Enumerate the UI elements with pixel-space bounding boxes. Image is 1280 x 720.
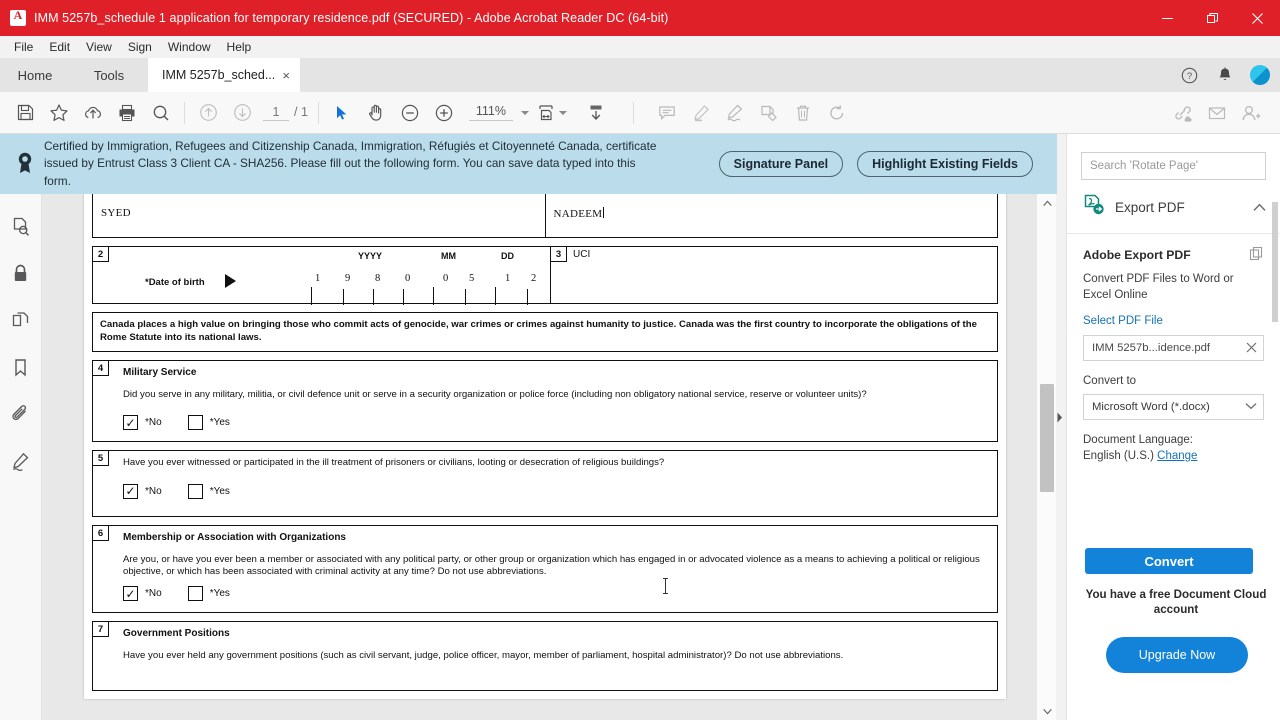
dob-digit: 8 (375, 273, 381, 284)
dob-header-mm: MM (441, 251, 456, 261)
checkbox-yes[interactable] (188, 415, 203, 430)
scroll-mode-icon[interactable] (579, 98, 613, 128)
answer-no[interactable] (123, 586, 162, 601)
dob-digit: 2 (531, 273, 537, 284)
toolbar-divider (184, 102, 185, 124)
dob-header-dd: DD (501, 251, 514, 261)
previous-page-icon[interactable] (191, 98, 225, 128)
question-text: Have you ever witnessed or participated in the ill treatment of prisoners or civilians, looting or desecration of religious buildings? (123, 456, 665, 468)
given-name-field[interactable] (545, 194, 998, 237)
page-thumbnails-search-icon[interactable] (9, 214, 33, 238)
zoom-level-value[interactable]: 111% (469, 104, 513, 121)
zoom-out-icon[interactable] (393, 98, 427, 128)
answer-group (123, 484, 989, 499)
zoom-in-icon[interactable] (427, 98, 461, 128)
certification-actions (719, 151, 1047, 177)
upload-to-cloud-icon[interactable] (76, 98, 110, 128)
answer-yes-label: *Yes (209, 417, 230, 429)
highlight-text-icon[interactable] (684, 98, 718, 128)
upgrade-now-button[interactable]: Upgrade Now (1106, 637, 1248, 673)
document-language-value-row (1083, 450, 1264, 462)
page-total-label: / 1 (294, 104, 308, 119)
restore-icon[interactable] (1190, 0, 1235, 36)
dob-header-yyyy: YYYY (358, 251, 383, 261)
answer-yes-label: *Yes (209, 588, 230, 600)
question-4-military-service (92, 360, 998, 442)
dob-digit: 0 (405, 273, 411, 284)
save-icon[interactable] (8, 98, 42, 128)
add-to-favorites-icon[interactable] (42, 98, 76, 128)
uci-label: UCI (573, 249, 591, 260)
output-format-value: Microsoft Word (*.docx) (1092, 401, 1210, 414)
menu-item-window[interactable]: Window (167, 40, 211, 54)
text-cursor (662, 578, 664, 594)
field-number: 2 (93, 247, 109, 262)
date-of-birth-label: *Date of birth (145, 277, 205, 288)
chevron-up-icon[interactable] (1037, 194, 1057, 212)
certification-banner (0, 134, 1057, 194)
search-input[interactable]: Search 'Rotate Page' (1081, 152, 1266, 180)
email-icon[interactable] (1200, 98, 1234, 128)
document-language-label: Document Language: (1083, 434, 1193, 447)
chevron-down-icon[interactable] (1245, 401, 1257, 413)
toolbar-divider (318, 102, 319, 124)
export-description: Convert PDF Files to Word or Excel Online (1083, 273, 1234, 301)
svg-text:?: ? (1186, 70, 1192, 82)
export-pdf-title: Export PDF (1115, 200, 1185, 215)
tab-tools[interactable]: Tools (93, 67, 125, 83)
question-title: Government Positions (123, 627, 230, 639)
tools-search-wrap (1067, 134, 1280, 180)
certificate-badge-icon (12, 151, 38, 177)
question-6-membership-organizations (92, 525, 998, 613)
add-person-icon[interactable] (1234, 98, 1268, 128)
minimize-icon[interactable] (1145, 0, 1190, 36)
copy-icon[interactable] (1249, 246, 1264, 264)
answer-yes[interactable] (188, 484, 230, 499)
menu-item-help[interactable]: Help (226, 40, 252, 54)
stamp-icon[interactable] (752, 98, 786, 128)
share-link-icon[interactable] (1166, 98, 1200, 128)
family-name-field[interactable]: SYED (101, 207, 131, 219)
checkbox-yes[interactable] (188, 484, 203, 499)
selected-file-row[interactable] (1083, 335, 1264, 361)
chevron-up-icon[interactable] (1253, 199, 1266, 217)
bookmark-icon[interactable] (9, 355, 33, 379)
add-comment-icon[interactable] (650, 98, 684, 128)
answer-yes[interactable] (188, 415, 230, 430)
select-cursor-icon[interactable] (325, 98, 359, 128)
convert-to-label: Convert to (1083, 375, 1137, 388)
dob-digit: 1 (505, 273, 511, 284)
dob-uci-row (92, 246, 998, 304)
tools-pane-scrollbar[interactable] (1270, 194, 1280, 574)
menu-item-view[interactable]: View (86, 40, 112, 54)
page-number-input[interactable]: 1 (263, 105, 289, 121)
question-title: Military Service (123, 366, 197, 378)
answer-no[interactable] (123, 415, 162, 430)
certification-message: Certified by Immigration, Refugees and Citizenship Canada, Immigration, Réfugiés et Citoyenneté Canada, certificate issued by Entrust Class 3 Client CA - SHA256. Please fill out the following form. You can save data typed into this form. (44, 139, 657, 188)
menu-bar (0, 36, 1280, 58)
tab-document[interactable] (148, 58, 300, 92)
notification-bell-icon[interactable] (1214, 64, 1236, 86)
dob-digit: 0 (443, 273, 449, 284)
checkbox-yes[interactable] (188, 586, 203, 601)
tab-strip-actions (1178, 58, 1280, 92)
signature-pen-icon[interactable] (9, 449, 33, 473)
expand-tools-pane-button[interactable] (1052, 400, 1066, 434)
field-number: 3 (551, 247, 567, 262)
next-page-icon[interactable] (225, 98, 259, 128)
menu-item-sign[interactable]: Sign (127, 40, 152, 54)
uci-field[interactable] (551, 247, 997, 303)
adobe-export-pdf-heading (1083, 246, 1264, 264)
highlight-existing-fields-button[interactable]: Highlight Existing Fields (857, 151, 1033, 177)
answer-no-label: *No (145, 588, 162, 600)
attachment-paperclip-icon[interactable] (9, 402, 33, 426)
question-number: 6 (93, 526, 109, 541)
output-format-select[interactable] (1083, 394, 1264, 420)
checkbox-no[interactable]: ✓ (123, 415, 138, 430)
navigation-rail (0, 194, 42, 720)
delete-icon[interactable] (786, 98, 820, 128)
question-number: 7 (93, 622, 109, 637)
dob-digit: 1 (315, 273, 321, 284)
question-7-government-positions (92, 621, 998, 691)
hand-tool-icon[interactable] (359, 98, 393, 128)
question-text: Have you ever held any government positions (such as civil servant, judge, police officer, mayor, member of parliament, hospital administrator)? Do not use abbreviations. (123, 649, 844, 661)
answer-group (123, 415, 989, 430)
menu-item-file[interactable]: File (14, 40, 34, 54)
text-caret (603, 207, 604, 218)
change-language-link[interactable]: Change (1157, 450, 1198, 463)
close-icon[interactable] (1235, 0, 1280, 36)
checkbox-no[interactable]: ✓ (123, 586, 138, 601)
window-controls (1145, 0, 1280, 36)
signature-panel-button[interactable]: Signature Panel (719, 151, 843, 177)
close-icon[interactable]: × (282, 67, 290, 83)
document-scrollbar[interactable] (1036, 194, 1056, 720)
window-title: IMM 5257b_schedule 1 application for temporary residence.pdf (SECURED) - Adobe Acrobat Reader DC (64-bit) (34, 11, 669, 25)
chevron-right-icon (1056, 412, 1063, 423)
zoom-control[interactable] (469, 104, 529, 121)
search-icon[interactable] (144, 98, 178, 128)
tools-pane (1066, 134, 1280, 720)
adobe-acrobat-icon (10, 10, 26, 26)
answer-yes[interactable] (188, 586, 230, 601)
organize-pages-icon[interactable] (9, 308, 33, 332)
answer-no-label: *No (145, 485, 162, 497)
convert-button[interactable]: Convert (1085, 548, 1253, 574)
given-name-value: NADEEM (553, 208, 603, 220)
answer-group (123, 586, 989, 601)
main-toolbar (0, 92, 1280, 134)
date-of-birth-field[interactable] (93, 247, 551, 303)
answer-yes-label: *Yes (209, 485, 230, 497)
chevron-down-icon[interactable] (521, 111, 529, 115)
user-avatar[interactable] (1250, 65, 1270, 85)
fit-page-icon[interactable] (533, 98, 559, 128)
chevron-down-icon[interactable] (559, 111, 567, 115)
dob-digit: 9 (345, 273, 351, 284)
export-pdf-icon (1083, 194, 1105, 221)
print-icon[interactable] (110, 98, 144, 128)
export-pdf-header[interactable] (1067, 180, 1280, 234)
tab-document-label: IMM 5257b_sched... (162, 68, 276, 82)
question-number: 5 (93, 451, 109, 466)
heading-text: Adobe Export PDF (1083, 248, 1191, 262)
dob-digit: 5 (469, 273, 475, 284)
question-5-ill-treatment (92, 450, 998, 517)
chevron-down-icon[interactable] (1037, 702, 1057, 720)
close-x-icon[interactable] (1246, 341, 1257, 356)
tab-home[interactable]: Home (17, 67, 53, 83)
page-navigation (263, 105, 308, 121)
document-viewport[interactable] (42, 194, 1036, 720)
answer-no-label: *No (145, 417, 162, 429)
question-number: 4 (93, 361, 109, 376)
title-bar (0, 0, 1280, 36)
question-text: Did you serve in any military, militia, or civil defence unit or serve in a security organization or police force (including non obligatory national service, reserve or volunteer units)? (123, 388, 867, 400)
document-language-value: English (U.S.) (1083, 450, 1154, 463)
answer-no[interactable] (123, 484, 162, 499)
rotate-icon[interactable] (820, 98, 854, 128)
export-pdf-body (1067, 234, 1280, 462)
question-title: Membership or Association with Organizations (123, 531, 346, 543)
help-circle-icon[interactable] (1178, 64, 1200, 86)
toolbar-divider (633, 102, 634, 124)
scrollbar-thumb[interactable] (1272, 202, 1278, 322)
genocide-notice-text: Canada places a high value on bringing those who commit acts of genocide, war crimes or crimes against humanity to justice. Canada was the first country to incorporate the obligations of the Rome Statute into its national laws. (92, 312, 998, 352)
triangle-right-icon (225, 274, 236, 288)
question-text: Are you, or have you ever been a member or associated with any political party, or other group or organization which has engaged in or advocated violence as a means to achieving a political or religious objective, or which has been associated with criminal activity at any time? Do not use abbreviations. (123, 553, 980, 578)
name-fields-row (92, 194, 998, 238)
tab-strip (0, 58, 1280, 92)
free-account-message: You have a free Document Cloud account (1085, 588, 1267, 617)
menu-item-edit[interactable]: Edit (49, 40, 71, 54)
select-pdf-file-link[interactable]: Select PDF File (1083, 315, 1163, 328)
selected-file-name: IMM 5257b...idence.pdf (1092, 342, 1211, 355)
fill-and-sign-icon[interactable] (718, 98, 752, 128)
checkbox-no[interactable]: ✓ (123, 484, 138, 499)
pdf-page (84, 194, 1006, 699)
security-lock-icon[interactable] (9, 261, 33, 285)
